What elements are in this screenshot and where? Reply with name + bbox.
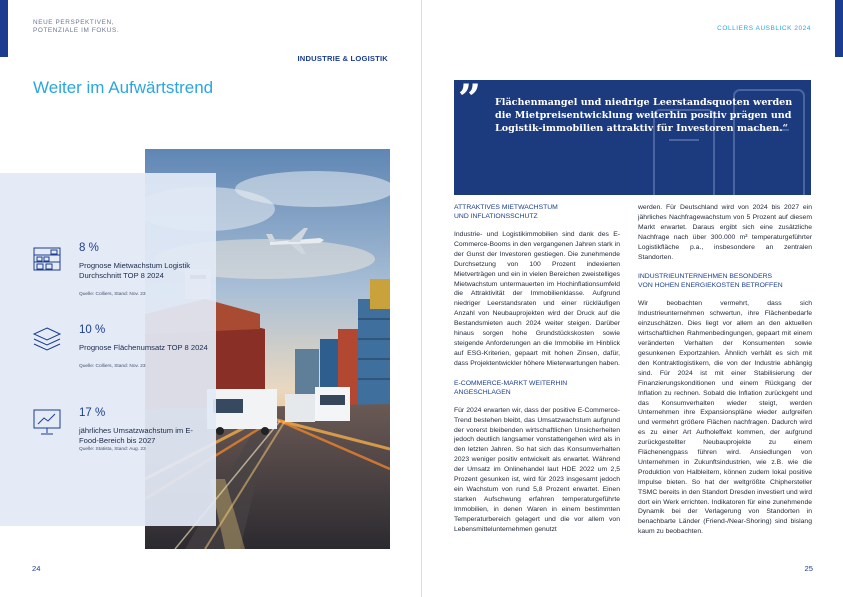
stat-source: Quelle: Statista, Stand: Aug. 23: [79, 447, 146, 452]
body-paragraph: Für 2024 erwarten wir, dass der positive E-Commerce-Trend bestehen bleibt, das Umsatzwachstum aufgrund der vorerst bleibenden wirtschaftlichen Unsicherheiten jedoch deutlich langsamer vonstattengehen wird als in den letzten Jahren. So hat sich das Konsumverhalten 2023 weniger positiv entwickelt als erwartet. Während der Umsatz im Onlinehandel laut HDE 2022 um 2,5 Prozent gesunken ist, wird für 2023 insgesamt jedoch ein Wachstum von rund 5,8 Prozent erwartet. Einen starken Aufschwung erfahren temperaturgeführte Immobilien, in denen Waren in einem bestimmten Temperaturbereich gelagert und die vor allem von Lebensmittelunternehmen genutzt: [454, 406, 620, 533]
page-number: 25: [804, 564, 813, 573]
body-paragraph: werden. Für Deutschland wird von 2024 bis 2027 ein jährliches Nachfragewachstum von 5 Prozent auf diesem Markt erwartet. Daraus ergibt sich eine zusätzliche Nachfrage nach über 300.000 m² temperaturgeführter Logistikfläche p.a., insbesondere an zentralen Standorten.: [638, 204, 812, 261]
stat-item-rent-growth: [0, 242, 216, 322]
left-page: [0, 0, 421, 597]
section-heading: INDUSTRIEUNTERNEHMEN BESONDERS VON HOHEN ENERGIEKOSTEN BETROFFEN: [638, 273, 783, 290]
stat-item-space-take-up: [0, 324, 216, 404]
stat-label: jährliches Umsatzwachstum im E-Food-Bereich bis 2027: [79, 426, 193, 445]
stat-source: Quelle: Colliers, Stand: Nov. 23: [79, 364, 146, 369]
section-heading: E-COMMERCE-MARKT WEITERHIN ANGESCHLAGEN: [454, 379, 568, 396]
running-head-left: NEUE PERSPEKTIVEN, POTENZIALE IM FOKUS.: [33, 19, 120, 34]
stat-label: Prognose Flächenumsatz TOP 8 2024: [79, 343, 208, 352]
quote-mark-icon: ”: [458, 80, 482, 123]
section-label: INDUSTRIE & LOGISTIK: [297, 54, 388, 63]
monitor-chart-icon: [32, 407, 62, 437]
section-heading: ATTRAKTIVES MIETWACHSTUM UND INFLATIONSSCHUTZ: [454, 204, 558, 220]
stats-panel: [0, 173, 216, 526]
stat-item-efood-growth: [0, 407, 216, 487]
page-number: 24: [32, 564, 41, 573]
running-head-right: COLLIERS AUSBLICK 2024: [717, 25, 811, 32]
body-paragraph: Industrie- und Logistikimmobilien sind dank des E-Commerce-Booms in den vergangenen Jahren stark in der Gunst der Investoren gestiegen. Die zunehmende Durchsetzung von 100 Prozent indexierten Mietverträgen und ein in vielen Bereichen zweistelliges Mietwachstum untermauerten im Hochinflationsumfeld die Attraktivität der Immobilienklasse. Aufgrund niedriger Leerstandsraten und einer rückläufigen Anzahl von Neubauprojekten wird der Druck auf die Bestandsmieten auch 2024 weiter steigen. Darüber hinaus sorgen hohe Grundstückskosten sowie steigende Anforderungen an die Immobilie im Hinblick auf ESG-Kriterien, gepaart mit hohen Zinsen, dafür, dass Projektentwickler höhere Mieterwartungen haben.: [454, 231, 620, 367]
stat-value: 8 %: [79, 242, 99, 254]
stat-source: Quelle: Colliers, Stand: Nov. 23: [79, 292, 146, 297]
body-paragraph: Wir beobachten vermehrt, dass sich Industrieunternehmen schwertun, ihre Flächenbedarfe einzuschätzen. Dies liegt vor allem an den aktuellen wirtschaftlichen Rahmenbedingungen, gepaart mit einem veränderten Verhalten der Konsumenten sowie gesunkenen Exportzahlen. Ähnlich verhält es sich mit den Kontraktlogistikern, die von der Industrie abhängig sind. Für 2024 ist mit einer Stabilisierung der Finanzierungskonditionen und einem Rückgang der Inflation zu rechnen. Sobald die Inflation zurückgeht und das Konsumverhalten wieder steigt, werden Unternehmen ihre Expansionspläne wieder aufgreifen und vermehrt größere Flächen nachfragen. Dadurch wird es zu einer Art Aufholeffekt kommen, der aufgrund zurückgestellter Neubauprojekte zu einem Flächenengpass führen wird. Ansiedlungen von Unternehmen in Zukunftsindustrien, wie z.B. wie die Produktion von Halbleitern, können zudem lokal positive Impulse bieten. So hat der weltgrößte Chiphersteller TSMC bereits in den Standort Dresden investiert und wird dort ein Werk errichten. Indikatoren für eine zunehmende Dynamik bei der Verlagerung von Standorten in benachbarte Länder (Friend-/Near-Shoring) sind bislang kaum zu beobachten.: [638, 300, 812, 536]
page-edge-bar: [835, 0, 843, 57]
quote-text: Flächenmangel und niedrige Leerstandsquoten werden die Mietpreisentwicklung weiterhin positiv prägen und Logistik-immobilien attraktiv für Investoren machen.“: [495, 97, 793, 134]
stat-value: 10 %: [79, 324, 106, 336]
text-column-1: [454, 203, 620, 544]
text-column-2: [638, 203, 812, 547]
pull-quote: [454, 80, 811, 195]
stat-value: 17 %: [79, 407, 106, 419]
page-title: Weiter im Aufwärtstrend: [33, 78, 214, 97]
stacked-layers-icon: [32, 324, 62, 354]
stat-label: Prognose Mietwachstum Logistik Durchschnitt TOP 8 2024: [79, 261, 191, 280]
right-page: [422, 0, 843, 597]
page-edge-bar: [0, 0, 8, 57]
warehouse-shelf-icon: [32, 242, 62, 272]
